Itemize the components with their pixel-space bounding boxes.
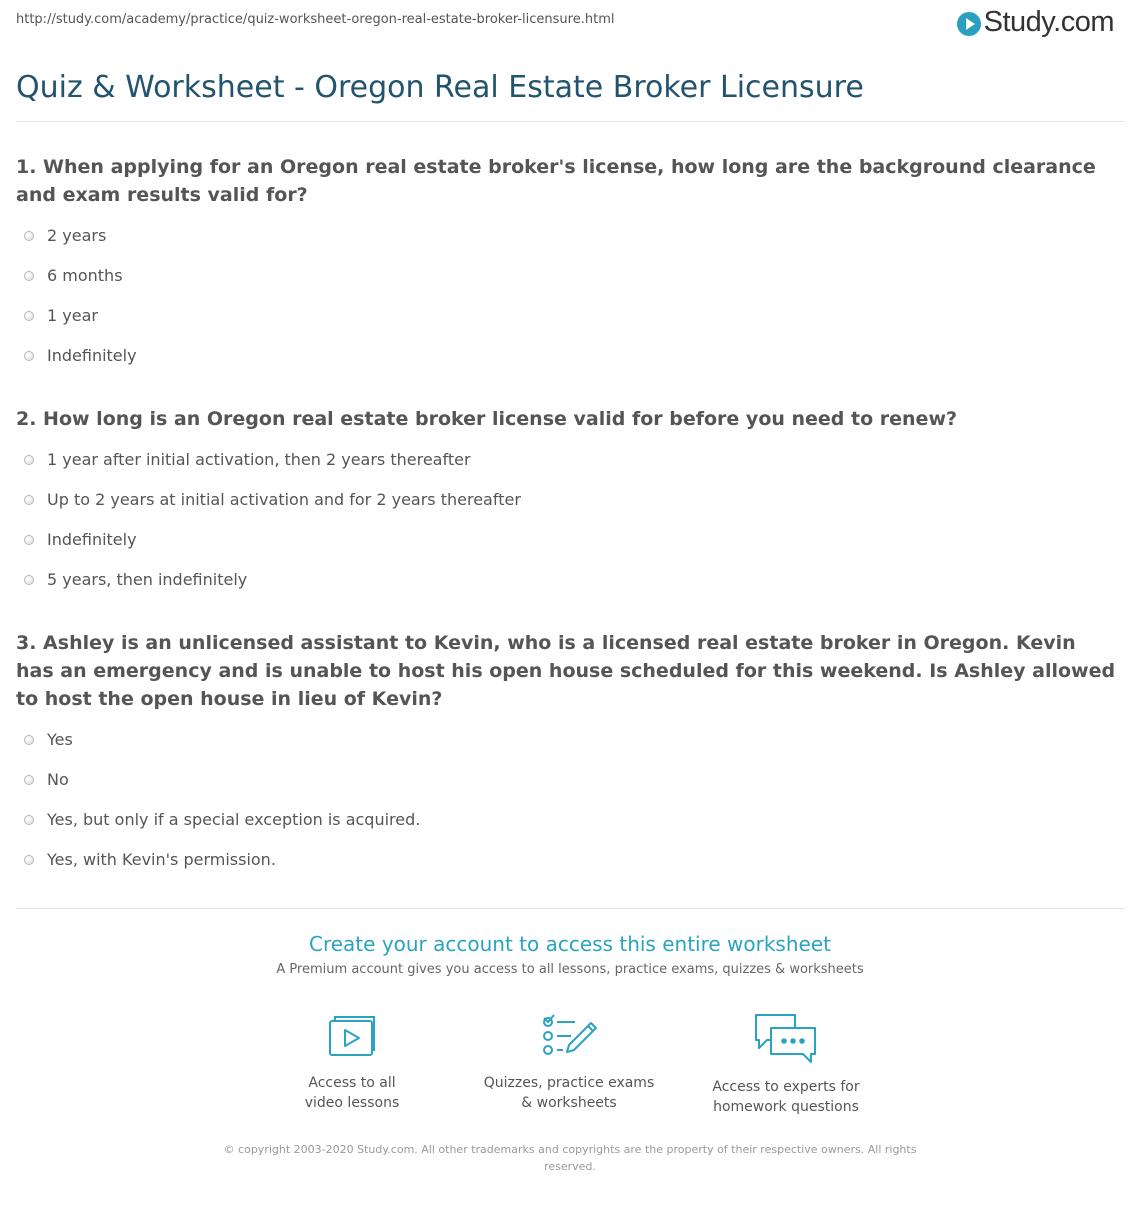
page-title: Quiz & Worksheet - Oregon Real Estate Broker Licensure [16, 70, 864, 105]
q1-option-4[interactable] [24, 346, 137, 365]
feature-label-line1: Access to all [308, 1075, 396, 1091]
feature-label-line2: video lessons [304, 1095, 400, 1111]
option-label: 1 year after initial activation, then 2 years thereafter [47, 450, 471, 469]
radio-button[interactable] [24, 535, 34, 545]
question-2: 2. How long is an Oregon real estate broker license valid for before you need to renew? [16, 408, 958, 430]
option-label: Yes, but only if a special exception is acquired. [47, 810, 421, 829]
q2-option-1[interactable] [24, 450, 471, 469]
radio-button[interactable] [24, 495, 34, 505]
radio-button[interactable] [24, 455, 34, 465]
radio-button[interactable] [24, 231, 34, 241]
radio-button[interactable] [24, 575, 34, 585]
question-3: 3. Ashley is an unlicensed assistant to Kevin, who is a licensed real estate broker in Oregon. Kevin has an emergency and is unable to host his open house scheduled for this weekend. Is Ashley allowed to host the open house in lieu of Kevin? [16, 632, 1116, 710]
feature-label-line2: & worksheets [521, 1095, 617, 1111]
q1-option-3[interactable] [24, 306, 98, 325]
quiz-checklist-icon [541, 1012, 597, 1060]
chat-bubbles-icon [753, 1012, 819, 1064]
feature-label-line1: Quizzes, practice exams [483, 1075, 655, 1091]
feature-experts [686, 1012, 886, 1117]
option-label: Yes, with Kevin's permission. [47, 850, 276, 869]
feature-quizzes [469, 1012, 669, 1113]
logo-text: Study.com [983, 6, 1114, 38]
radio-button[interactable] [24, 271, 34, 281]
option-label: 5 years, then indefinitely [47, 570, 248, 589]
q3-option-1[interactable] [24, 730, 73, 749]
option-label: Yes [47, 730, 73, 749]
question-1: 1. When applying for an Oregon real estate broker's license, how long are the background clearance and exam results valid for? [16, 156, 1096, 206]
radio-button[interactable] [24, 311, 34, 321]
cta-subtitle: A Premium account gives you access to all lessons, practice exams, quizzes & worksheets [276, 962, 864, 977]
q3-option-2[interactable] [24, 770, 69, 789]
title-divider [16, 121, 1124, 122]
page-url: http://study.com/academy/practice/quiz-worksheet-oregon-real-estate-broker-licensure.html [16, 12, 615, 27]
feature-video-lessons [252, 1012, 452, 1113]
option-label: 2 years [47, 226, 107, 245]
radio-button[interactable] [24, 815, 34, 825]
create-account-link[interactable]: Create your account to access this entire worksheet [309, 932, 831, 956]
radio-button[interactable] [24, 735, 34, 745]
radio-button[interactable] [24, 775, 34, 785]
cta-divider [16, 908, 1124, 909]
q1-option-1[interactable] [24, 226, 106, 245]
video-lesson-icon [326, 1012, 378, 1060]
q2-option-4[interactable] [24, 570, 247, 589]
q3-option-3[interactable] [24, 810, 420, 829]
play-logo-icon [957, 12, 981, 36]
option-label: Indefinitely [47, 346, 137, 365]
option-label: Up to 2 years at initial activation and for 2 years thereafter [47, 490, 521, 509]
q3-option-4[interactable] [24, 850, 276, 869]
feature-label-line1: Access to experts for [712, 1079, 860, 1095]
q1-option-2[interactable] [24, 266, 123, 285]
option-label: Indefinitely [47, 530, 137, 549]
copyright-notice: © copyright 2003-2020 Study.com. All other trademarks and copyrights are the property of their respective owners. All rights reserved. [223, 1143, 917, 1173]
option-label: No [47, 770, 69, 789]
option-label: 6 months [47, 266, 123, 285]
study-logo[interactable] [957, 6, 1114, 39]
radio-button[interactable] [24, 351, 34, 361]
feature-label-line2: homework questions [713, 1099, 859, 1115]
q2-option-2[interactable] [24, 490, 521, 509]
q2-option-3[interactable] [24, 530, 137, 549]
option-label: 1 year [47, 306, 98, 325]
radio-button[interactable] [24, 855, 34, 865]
